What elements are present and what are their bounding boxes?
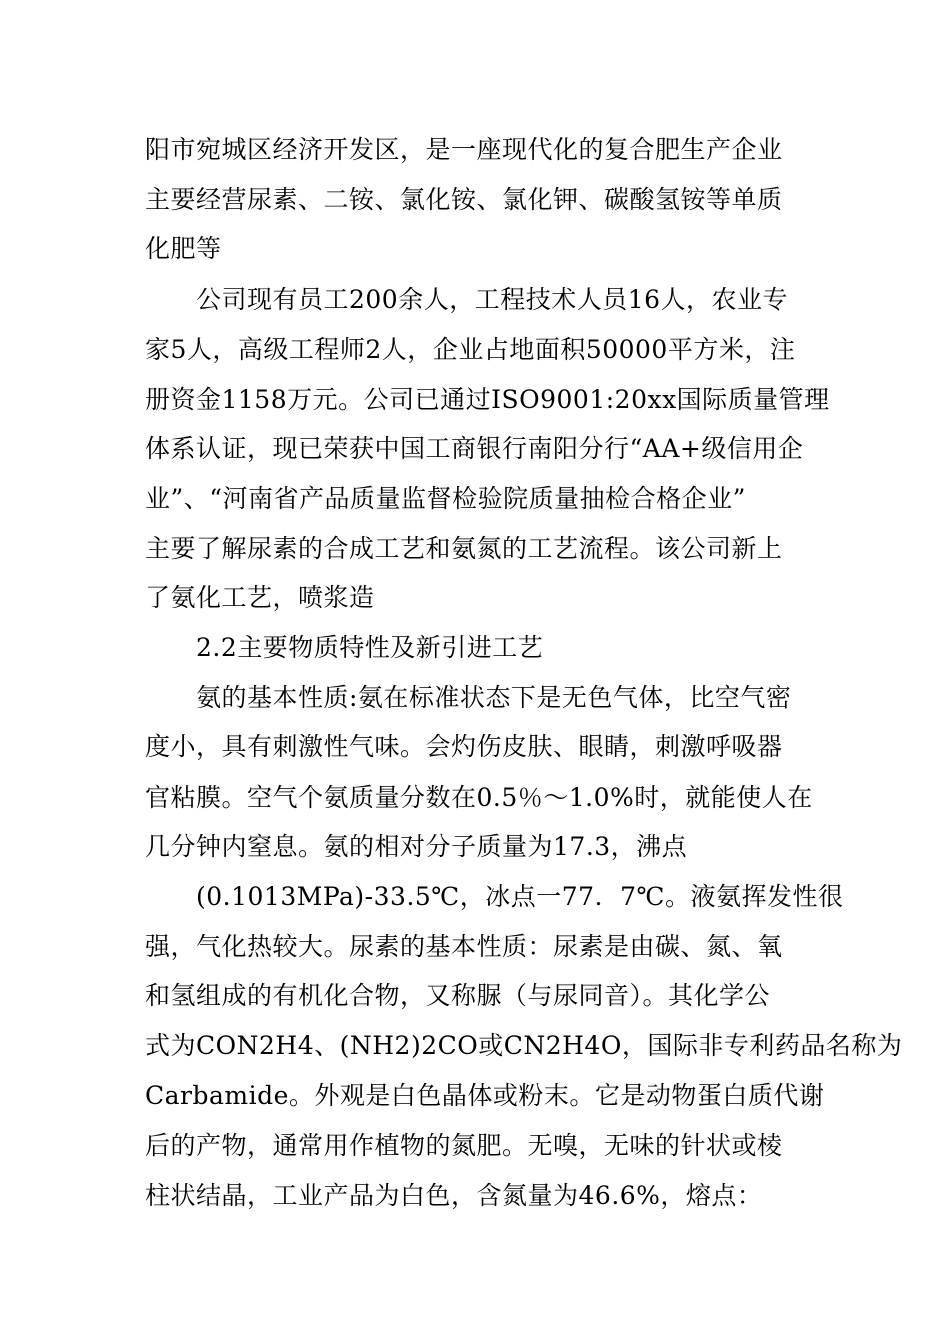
section-heading: 2.2主要物质特性及新引进工艺	[196, 633, 544, 662]
text-line: 体系认证，现已荣获中国工商银行南阳分行“AA+级信用企	[145, 434, 804, 463]
text-line: 几分钟内窒息。氨的相对分子质量为17.3，沸点	[145, 832, 688, 861]
text-line: 主要经营尿素、二铵、氯化铵、氯化钾、碳酸氢铵等单质	[145, 185, 783, 214]
text-line: 强，气化热较大。尿素的基本性质：尿素是由碳、氮、氧	[145, 932, 783, 961]
text-line: 主要了解尿素的合成工艺和氨氮的工艺流程。该公司新上	[145, 534, 783, 563]
paragraph-first-line: (0.1013MPa)-33.5℃，冰点一77．7℃。液氨挥发性很	[196, 882, 844, 911]
text-line: 化肥等	[145, 234, 222, 263]
text-line: 官粘膜。空气个氨质量分数在0.5％～1.0%时，就能使人在	[145, 783, 813, 812]
text-line: 家5人，高级工程师2人，企业占地面积50000平方米，注	[145, 335, 796, 364]
text-line: 了氨化工艺，喷浆造	[145, 583, 375, 612]
text-line: 度小，具有刺激性气味。会灼伤皮肤、眼睛，刺激呼吸器	[145, 732, 783, 761]
text-line: 和氢组成的有机化合物，又称脲（与尿同音）。其化学公	[145, 981, 771, 1010]
text-line: 柱状结晶，工业产品为白色，含氮量为46.6%，熔点：	[145, 1181, 763, 1210]
paragraph-first-line: 氨的基本性质:氨在标准状态下是无色气体，比空气密	[196, 683, 792, 712]
paragraph-first-line: 公司现有员工200余人，工程技术人员16人，农业专	[196, 285, 789, 314]
text-line: 阳市宛城区经济开发区，是一座现代化的复合肥生产企业	[145, 135, 783, 164]
text-line: Carbamide。外观是白色晶体或粉末。它是动物蛋白质代谢	[145, 1081, 825, 1110]
text-line: 后的产物，通常用作植物的氮肥。无嗅，无味的针状或棱	[145, 1131, 783, 1160]
text-line: 式为CON2H4、(NH2)2CO或CN2H4O，国际非专利药品名称为	[145, 1031, 903, 1060]
text-line: 业”、“河南省产品质量监督检验院质量抽检合格企业”	[145, 484, 746, 513]
text-line: 册资金1158万元。公司已通过ISO9001:20xx国际质量管理	[145, 385, 830, 414]
